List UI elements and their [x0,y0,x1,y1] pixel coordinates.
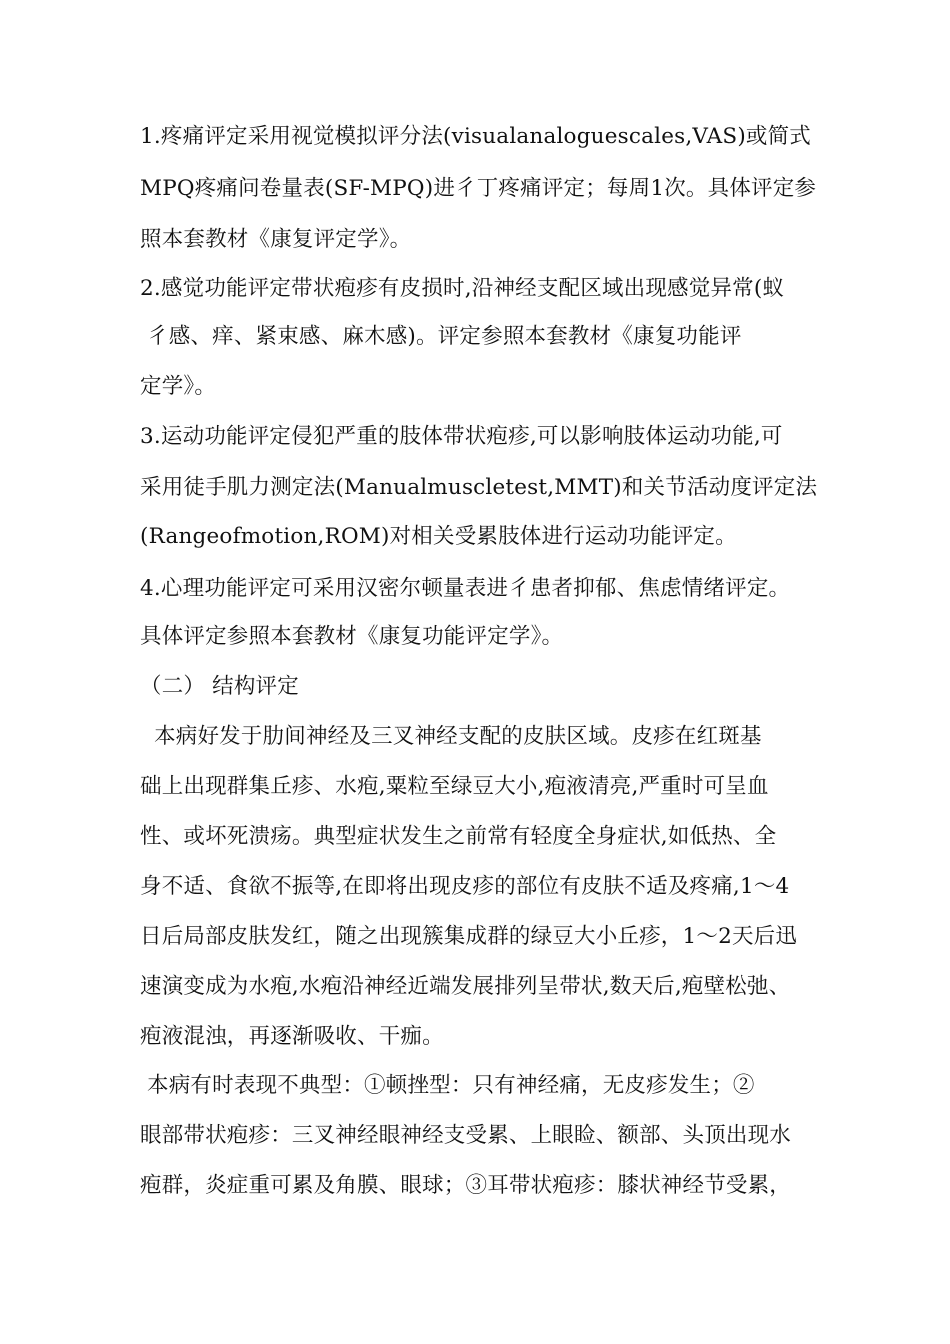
text-line: 4.心理功能评定可采用汉密尔顿量表进彳患者抑郁、焦虑情绪评定。 [140,576,791,601]
text-line: MPQ疼痛问卷量表(SF-MPQ)进彳丁疼痛评定；每周1次。具体评定参 [140,176,817,201]
text-line: 本病好发于肋间神经及三叉神经支配的皮肤区域。皮疹在红斑基 [140,724,762,749]
text-line: 2.感觉功能评定带状疱疹有皮损时,沿神经支配区域出现感觉异常(蚁 [140,276,785,301]
text-line: 速演变成为水疱,水疱沿神经近端发展排列呈带状,数天后,疱壁松弛、 [140,974,791,999]
text-line: 3.运动功能评定侵犯严重的肢体带状疱疹,可以影响肢体运动功能,可 [140,424,783,449]
text-line: (Rangeofmotion,ROM)对相关受累肢体进行运动功能评定。 [140,524,737,549]
text-line: 定学》。 [140,374,217,399]
text-line: 疱群，炎症重可累及角膜、眼球；③耳带状疱疹：膝状神经节受累， [140,1173,792,1198]
text-line: 照本套教材《康复评定学》。 [140,227,412,252]
text-line: 疱液混浊，再逐渐吸收、干痂。 [140,1024,444,1049]
text-line: 眼部带状疱疹：三叉神经眼神经支受累、上眼睑、额部、头顶出现水 [140,1123,792,1148]
text-line: 性、或坏死溃疡。典型症状发生之前常有轻度全身症状,如低热、全 [140,824,777,849]
text-line: 本病有时表现不典型：①顿挫型：只有神经痛，无皮疹发生；② [140,1073,755,1098]
text-line: 具体评定参照本套教材《康复功能评定学》。 [140,624,564,649]
text-line: 础上出现群集丘疹、水疱,粟粒至绿豆大小,疱液清亮,严重时可呈血 [140,774,769,799]
text-line: 彳感、痒、紧束感、麻木感)。评定参照本套教材《康复功能评 [140,324,742,349]
text-line: 身不适、食欲不振等,在即将出现皮疹的部位有皮肤不适及疼痛,1〜4 [140,874,790,899]
text-line: 1.疼痛评定采用视觉模拟评分法(visualanaloguescales,VAS)或简式 [140,124,812,149]
section-heading: （二） 结构评定 [140,674,299,699]
text-line: 采用徒手肌力测定法(Manualmuscletest,MMT)和关节活动度评定法 [140,475,818,500]
text-line: 日后局部皮肤发红，随之出现簇集成群的绿豆大小丘疹，1〜2天后迅 [140,924,798,949]
